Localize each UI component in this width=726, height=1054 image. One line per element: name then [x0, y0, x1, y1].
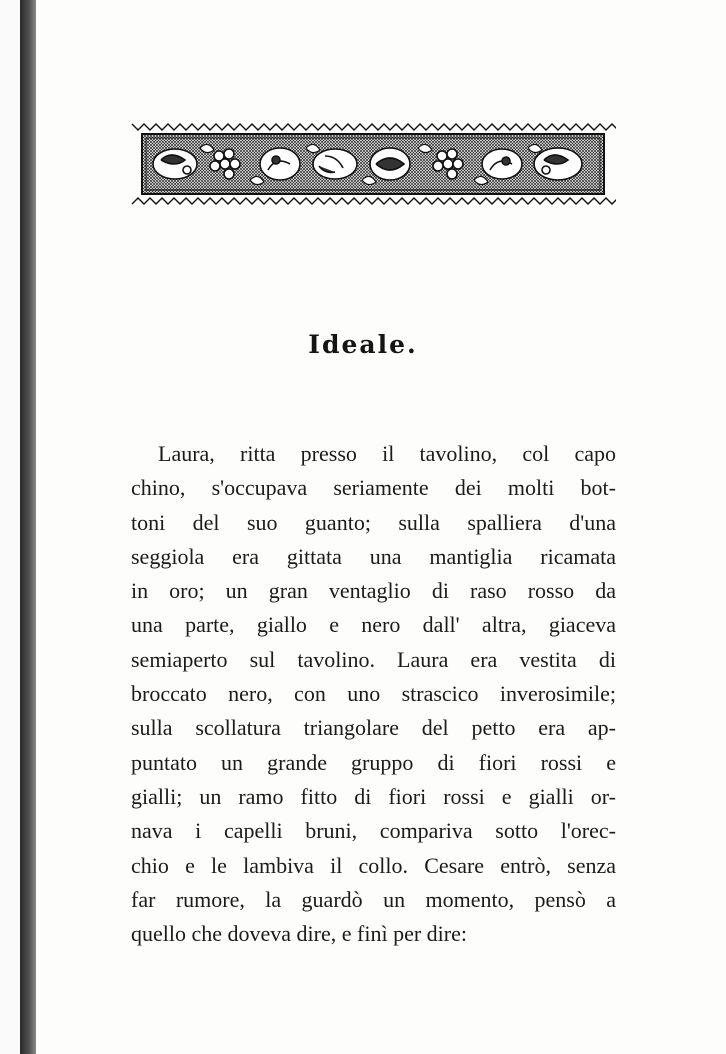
text-line: toni del suo guanto; sulla spalliera d'una — [131, 509, 616, 535]
text-line: chino, s'occupava seriamente dei molti bot- — [131, 475, 616, 501]
text-line: seggiola era gittata una mantiglia ricamata — [131, 543, 616, 569]
text-line: quello che doveva dire, e finì per dire: — [131, 921, 467, 947]
text-line: far rumore, la guardò un momento, pensò a — [131, 886, 616, 912]
text-line: chio e le lambiva il collo. Cesare entrò, senza — [131, 852, 616, 878]
text-line: Laura, ritta presso il tavolino, col capo — [158, 441, 616, 466]
text-line: sulla scollatura triangolare del petto era ap- — [131, 715, 616, 741]
floral-ornament-band — [130, 118, 616, 210]
text-line: broccato nero, con uno strascico inverosimile; — [131, 681, 616, 707]
text-line: gialli; un ramo fitto di fiori rossi e gialli or- — [131, 783, 616, 809]
text-line: semiaperto sul tavolino. Laura era vestita di — [131, 646, 616, 672]
text-line: in oro; un gran ventaglio di raso rosso da — [131, 578, 616, 604]
chapter-title: Ideale. — [308, 330, 418, 359]
page-edge — [0, 0, 20, 1054]
text-line: puntato un grande gruppo di fiori rossi e — [131, 749, 616, 775]
body-text — [131, 437, 616, 951]
text-line: nava i capelli bruni, compariva sotto l'orec- — [131, 818, 616, 844]
binding-gutter — [20, 0, 36, 1054]
text-line: una parte, giallo e nero dall' altra, giaceva — [131, 612, 616, 638]
